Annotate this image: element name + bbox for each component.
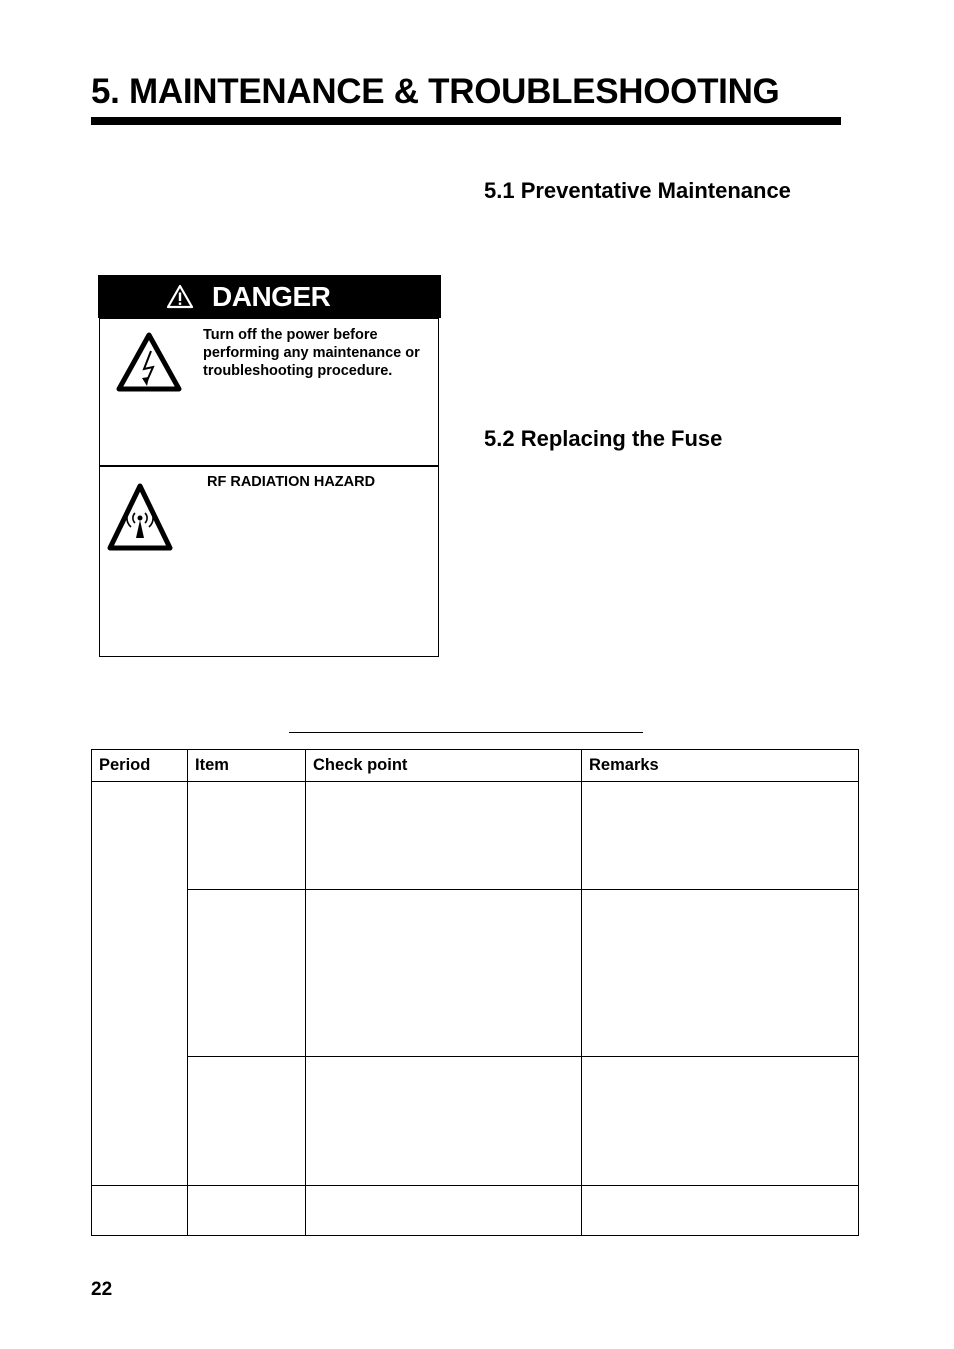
header-period: Period [92, 750, 188, 782]
table-cell-check-point [306, 782, 582, 890]
table-cell-item [188, 1185, 306, 1235]
table-row [92, 1057, 859, 1186]
table-cell-remarks [582, 1057, 859, 1186]
table-row [92, 782, 859, 890]
maintenance-table [91, 749, 859, 1236]
header-check-point: Check point [306, 750, 582, 782]
danger-header [98, 275, 441, 318]
table-cell-check-point [306, 1185, 582, 1235]
table-row [92, 890, 859, 1057]
table-header-row [92, 750, 859, 782]
table-cell-check-point [306, 1057, 582, 1186]
table-cell-period [92, 782, 188, 1186]
table-cell-check-point [306, 890, 582, 1057]
chapter-title: 5. MAINTENANCE & TROUBLESHOOTING [91, 72, 780, 111]
page-number: 22 [91, 1279, 113, 1300]
danger-label: DANGER [212, 281, 331, 312]
rf-radiation-icon [106, 482, 174, 557]
table-cell-remarks [582, 1185, 859, 1235]
table-cell-remarks [582, 782, 859, 890]
electrical-hazard-icon [116, 331, 182, 398]
table-cell-item [188, 890, 306, 1057]
rf-warning-text: RF RADIATION HAZARD [207, 474, 376, 490]
rf-hazard-panel [99, 465, 439, 657]
power-warning-text: Turn off the power before performing any maintenance or troubleshooting procedure. [203, 327, 420, 379]
table-row [92, 1185, 859, 1235]
warning-icon [166, 284, 194, 314]
header-item: Item [188, 750, 306, 782]
section-heading-replacing-fuse: 5.2 Replacing the Fuse [484, 426, 723, 451]
table-cell-period [92, 1185, 188, 1235]
section-heading-preventative-maintenance: 5.1 Preventative Maintenance [484, 178, 791, 203]
table-caption-rule [289, 732, 643, 733]
table-cell-remarks [582, 890, 859, 1057]
title-rule [91, 117, 841, 125]
header-remarks: Remarks [582, 750, 859, 782]
table-cell-item [188, 782, 306, 890]
table-cell-item [188, 1057, 306, 1186]
power-off-warning-panel [99, 318, 439, 467]
danger-notice [98, 275, 441, 657]
